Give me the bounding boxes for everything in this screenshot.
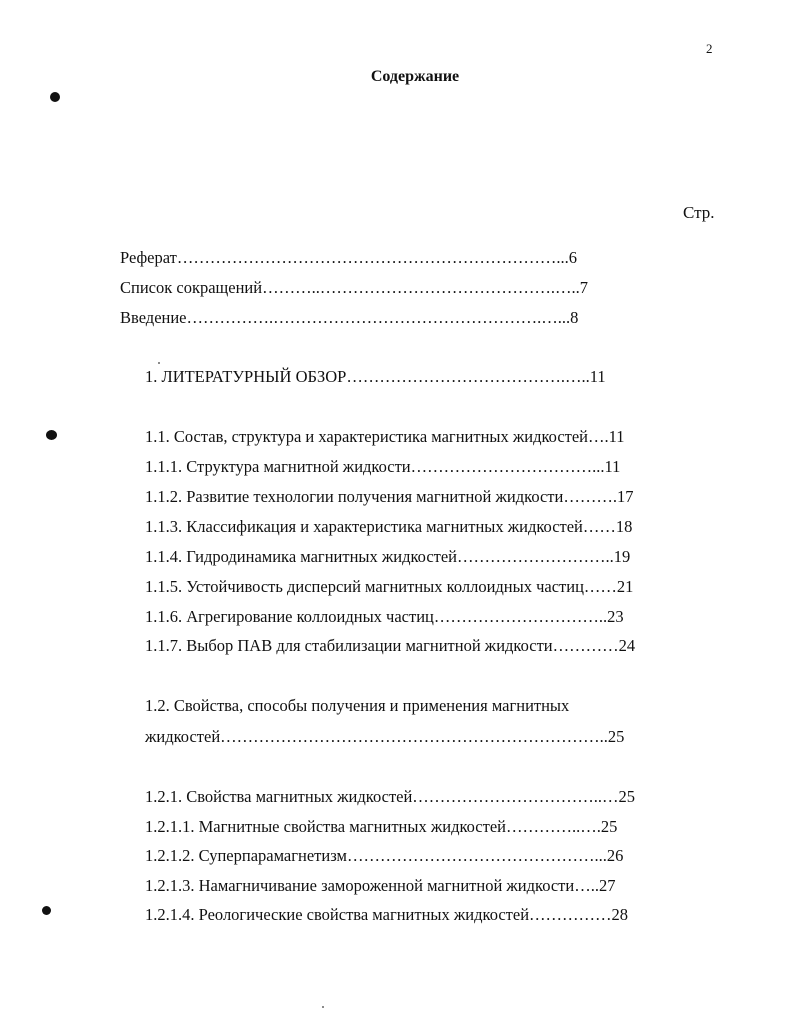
toc-entry-1: 1. ЛИТЕРАТУРНЫЙ ОБЗОР………………………………….…..11 — [145, 367, 606, 386]
toc-entry-abbreviations: Список сокращений………..…………………………………….…..7 — [120, 278, 588, 297]
scan-speck — [158, 362, 160, 364]
toc-entry-1-2-1: 1.2.1. Свойства магнитных жидкостей……………………………..…25 — [145, 787, 636, 806]
toc-entry-1-1-1: 1.1.1. Структура магнитной жидкости……………………………...11 — [145, 457, 621, 476]
page-column-label: Стр. — [683, 203, 715, 222]
toc-entry-1-1-6: 1.1.6. Агрегирование коллоидных частиц…………………………..23 — [145, 607, 624, 626]
toc-entry-1-2-1-1: 1.2.1.1. Магнитные свойства магнитных жидкостей…………..….25 — [145, 817, 618, 836]
toc-entry-1-2-cont: жидкостей……………………………………………………………..25 — [145, 727, 625, 746]
toc-entry-1-2-1-3: 1.2.1.3. Намагничивание замороженной магнитной жидкости…..27 — [145, 876, 616, 895]
toc-entry-1-2: 1.2. Свойства, способы получения и применения магнитных — [145, 696, 570, 715]
scan-mark-top — [50, 92, 60, 102]
scan-mark-middle — [46, 430, 57, 440]
toc-entry-introduction: Введение…………….………………………………………….…...8 — [120, 308, 579, 327]
toc-entry-referat: Реферат……………………………………………………………...6 — [120, 248, 577, 267]
toc-entry-1-1-4: 1.1.4. Гидродинамика магнитных жидкостей………………………..19 — [145, 547, 631, 566]
scan-speck — [322, 1006, 324, 1008]
toc-entry-1-2-1-4: 1.2.1.4. Реологические свойства магнитных жидкостей……………28 — [145, 905, 629, 924]
page-title: Содержание — [370, 68, 460, 85]
toc-entry-1-1-3: 1.1.3. Классификация и характеристика магнитных жидкостей……18 — [145, 517, 633, 536]
page-number: 2 — [706, 41, 713, 56]
scan-mark-bottom — [42, 906, 51, 915]
toc-entry-1-1-5: 1.1.5. Устойчивость дисперсий магнитных коллоидных частиц……21 — [145, 577, 634, 596]
toc-entry-1-1-7: 1.1.7. Выбор ПАВ для стабилизации магнитной жидкости…………24 — [145, 636, 636, 655]
toc-entry-1-1: 1.1. Состав, структура и характеристика магнитных жидкостей….11 — [145, 427, 625, 446]
toc-entry-1-2-1-2: 1.2.1.2. Суперпарамагнетизм………………………………………...26 — [145, 846, 624, 865]
toc-entry-1-1-2: 1.1.2. Развитие технологии получения магнитной жидкости……….17 — [145, 487, 634, 506]
